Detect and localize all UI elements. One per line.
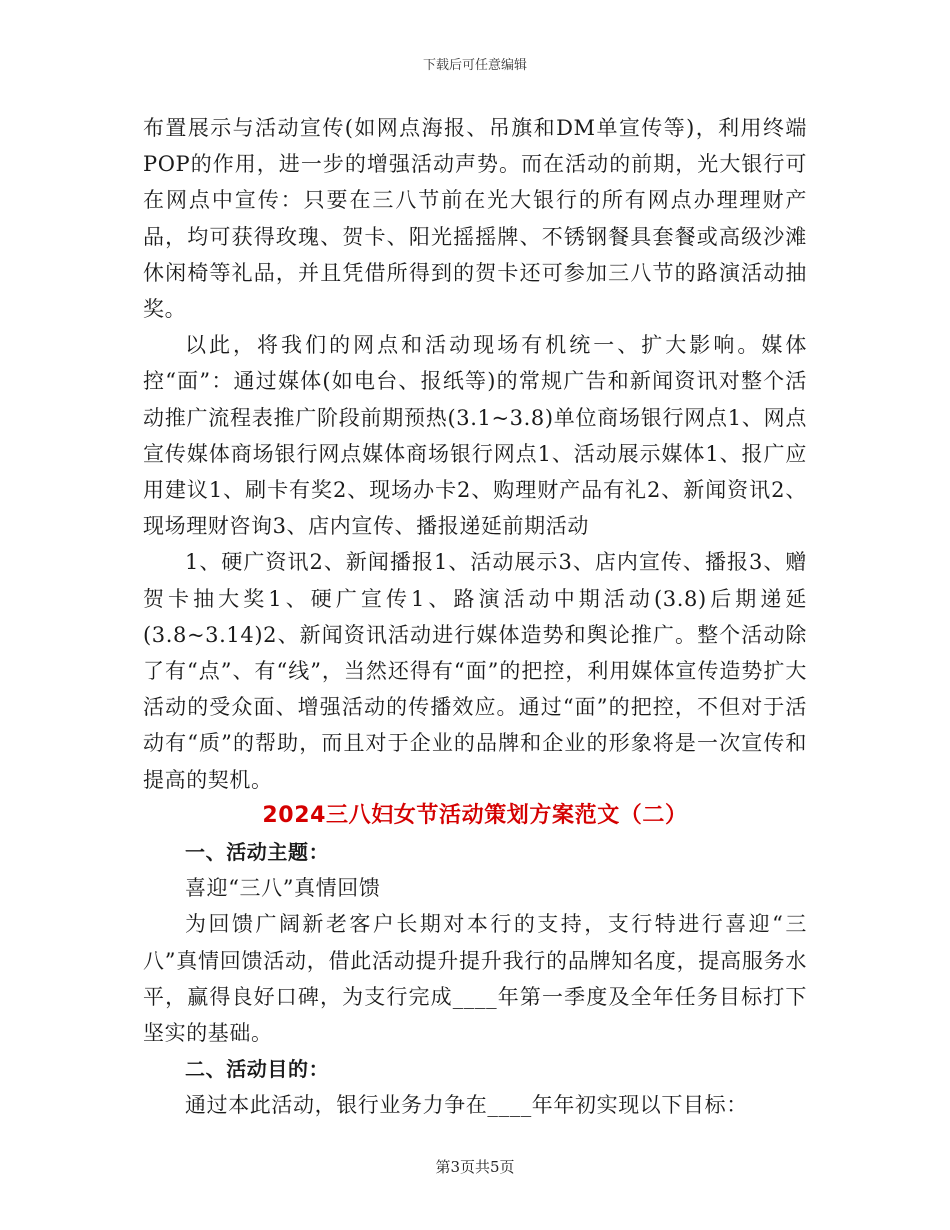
paragraph: 布置展示与活动宣传(如网点海报、吊旗和DM单宣传等)，利用终端POP的作用，进一步的增强活动声势。而在活动的前期，光大银行可在网点中宣传：只要在三八节前在光大银行的所有网点办理理财产品，均可获得玫瑰、贺卡、阳光摇摇牌、不锈钢餐具套餐或高级沙滩休闲椅等礼品，并且凭借所得到的贺卡还可参加三八节的路演活动抽奖。 (143, 116, 807, 322)
paragraph: 1、硬广资讯2、新闻播报1、活动展示3、店内宣传、播报3、赠贺卡抽大奖1、硬广宣传1、路演活动中期活动(3.8)后期递延(3.8~3.14)2、新闻资讯活动进行媒体造势和舆论推广。整个活动除了有“点”、有“线”，当然还得有“面”的把控，利用媒体宣传造势扩大活动的受众面、增强活动的传播效应。通过“面”的把控，不但对于活动有“质”的帮助，而且对于企业的品牌和企业的形象将是一次宣传和提高的契机。 (143, 550, 807, 792)
paragraph: 通过本此活动，银行业务力争在____年年初实现以下目标： (185, 1093, 748, 1118)
document-body (143, 110, 807, 1124)
section-heading: 二、活动目的： (185, 1057, 330, 1082)
paragraph: 以此，将我们的网点和活动现场有机统一、扩大影响。媒体控“面”：通过媒体(如电台、报纸等)的常规广告和新闻资讯对整个活动推广流程表推广阶段前期预热(3.1~3.8)单位商场银行网点1、网点宣传媒体商场银行网点媒体商场银行网点1、活动展示媒体1、报广应用建议1、刷卡有奖2、现场办卡2、购理财产品有礼2、新闻资讯2、现场理财咨询3、店内宣传、播报递延前期活动 (143, 333, 807, 539)
page-header: 下载后可任意编辑 (422, 58, 527, 73)
page-footer: 第3页共5页 (435, 1158, 515, 1176)
section-heading: 一、活动主题： (185, 840, 330, 865)
document-title: 2024三八妇女节活动策划方案范文（二） (262, 802, 688, 828)
paragraph: 为回馈广阔新老客户长期对本行的支持，支行特进行喜迎“三八”真情回馈活动，借此活动提升提升我行的品牌知名度，提高服务水平，赢得良好口碑，为支行完成____年第一季度及全年任务目标打下坚实的基础。 (143, 912, 807, 1046)
paragraph: 喜迎“三八”真情回馈 (185, 876, 381, 901)
